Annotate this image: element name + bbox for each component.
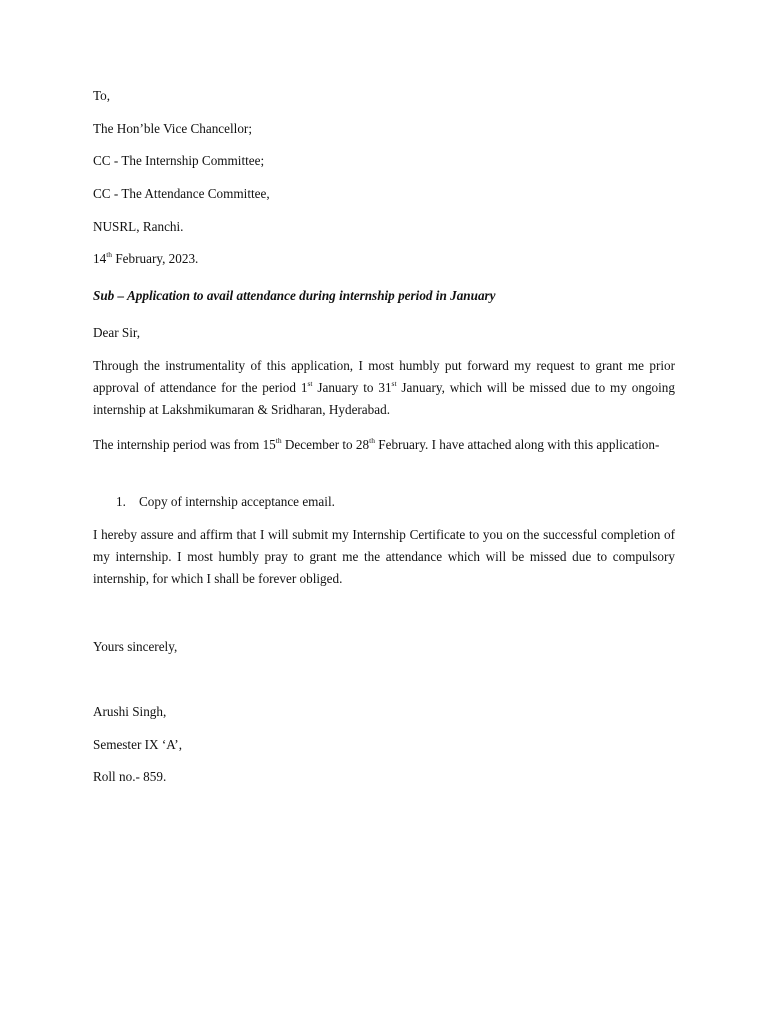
list-item-number: 1. (116, 494, 126, 509)
signature-roll-number: Roll no.- 859. (93, 769, 167, 784)
paragraph-request: Through the instrumentality of this application, I most humbly put forward my request to grant me prior approval of attendance for the period 1st January to 31st January, which will be missed due to my ongoing internship at Lakshmikumaran & Sridharan, Hyderabad. (93, 358, 675, 417)
date-rest: February, 2023. (112, 251, 199, 266)
recipient-internship-committee: CC - The Internship Committee; (93, 153, 265, 168)
letter-subject: Sub – Application to avail attendance during internship period in January (93, 288, 496, 303)
list-item-text: Copy of internship acceptance email. (139, 494, 335, 509)
date-suffix: th (106, 249, 113, 259)
letter-date (93, 248, 198, 270)
recipient-institution: NUSRL, Ranchi. (93, 219, 184, 234)
salutation-to: To, (93, 88, 111, 103)
date-day: 14 (93, 251, 107, 266)
signature-semester: Semester IX ‘A’, (93, 737, 182, 752)
paragraph-internship-period: The internship period was from 15th December to 28th February. I have attached along with this application- (93, 435, 660, 452)
list-item (116, 491, 335, 513)
recipient-attendance-committee: CC - The Attendance Committee, (93, 186, 270, 201)
closing: Yours sincerely, (93, 639, 178, 654)
signature-name: Arushi Singh, (93, 704, 167, 719)
paragraph-assurance: I hereby assure and affirm that I will submit my Internship Certificate to you on the successful completion of my internship. I most humbly pray to grant me the attendance which will be missed due to compulsory internship, for which I shall be forever obliged. (93, 527, 675, 586)
recipient-vice-chancellor: The Hon’ble Vice Chancellor; (93, 121, 252, 136)
greeting: Dear Sir, (93, 325, 141, 340)
